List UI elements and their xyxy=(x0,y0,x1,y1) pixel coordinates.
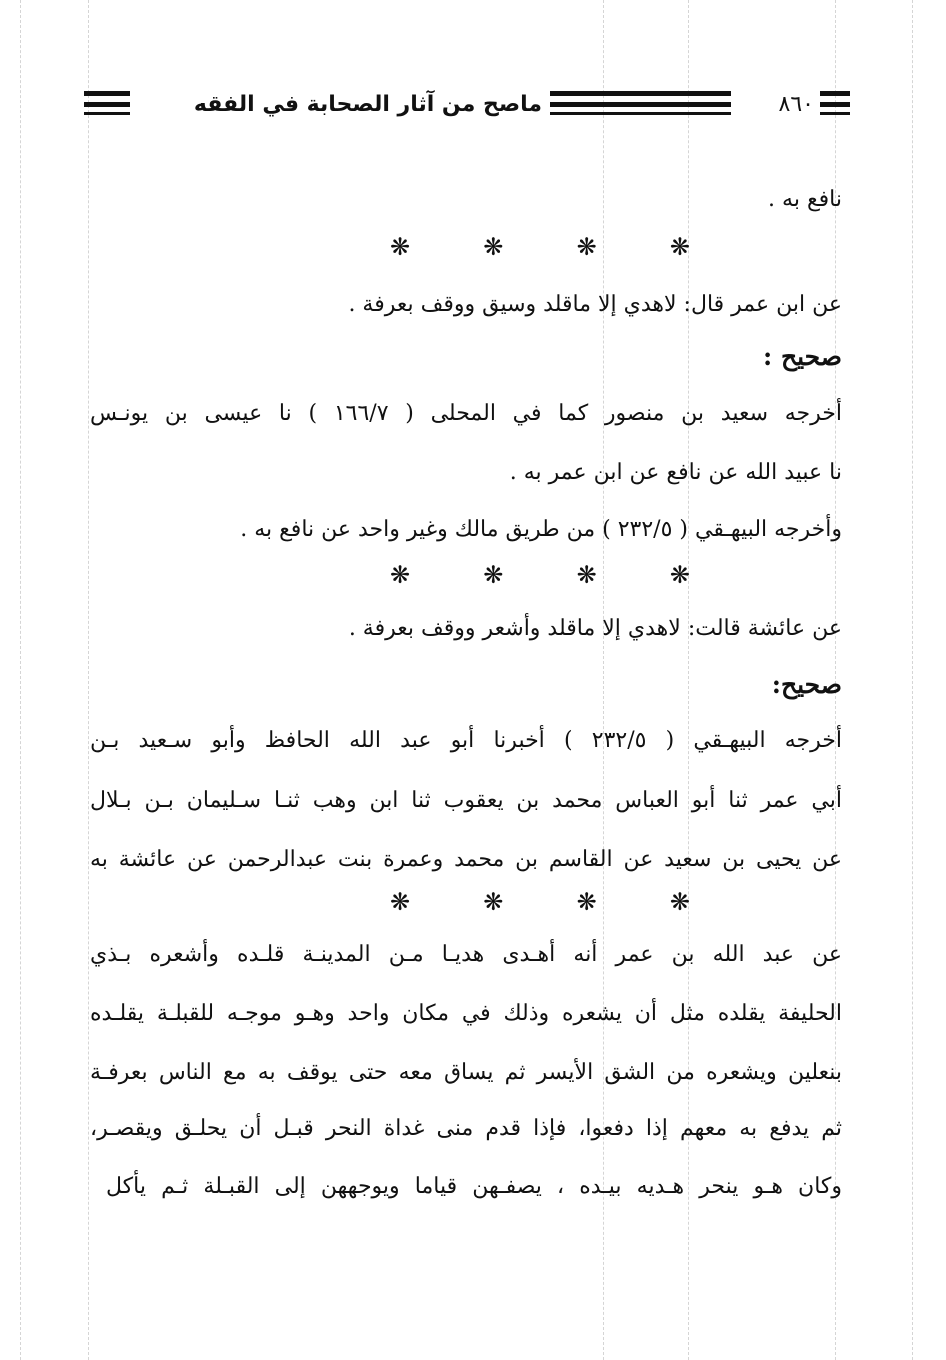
text-line: عن عبد الله بن عمر أنه أهـدى هديـا مـن المدينـة قلـده وأشعره بـذي xyxy=(90,942,842,967)
page-number: ٨٦٠ xyxy=(773,80,820,130)
text-line: نافع به . xyxy=(768,187,842,212)
body-text xyxy=(90,0,842,1360)
grade-heading: صحيح : xyxy=(763,342,842,371)
text-line: أبي عمر ثنا أبو العباس محمد بن يعقوب ثنا ابن وهب ثنـا سـليمان بـن بـلال xyxy=(90,788,842,813)
text-line: وكان هـو ينحر هـديه بيـده ، يصفـهن قياما ويوجههن إلى القبـلة ثـم يأكل xyxy=(106,1174,842,1199)
star-ornament-icon: ❋ xyxy=(483,561,504,589)
grade-heading: صحيح: xyxy=(771,670,842,699)
star-ornament-icon: ❋ xyxy=(576,233,597,261)
text-line: عن يحيى بن سعيد عن القاسم بن محمد وعمرة بنت عبدالرحمن عن عائشة به xyxy=(90,847,842,872)
section-separator xyxy=(390,882,690,922)
star-ornament-icon: ❋ xyxy=(390,233,411,261)
section-separator xyxy=(390,227,690,267)
narration-statement: عن ابن عمر قال: لاهدي إلا ماقلد وسيق ووقف بعرفة . xyxy=(348,292,842,317)
text-line: وأخرجه البيهـقي ( ٢٣٢/٥ ) من طريق مالك وغير واحد عن نافع به . xyxy=(240,517,842,542)
star-ornament-icon: ❋ xyxy=(669,888,690,916)
star-ornament-icon: ❋ xyxy=(669,233,690,261)
text-line: أخرجه سعيد بن منصور كما في المحلى ( ١٦٦/٧ ) نا عيسى بن يونـس xyxy=(90,401,842,426)
running-title: ماصح من آثار الصحابة في الفقه xyxy=(186,80,550,130)
text-line: أخرجه البيهـقي ( ٢٣٢/٥ ) أخبرنا أبو عبد الله الحافظ وأبو سـعيد بـن xyxy=(90,728,842,753)
text-line: الحليفة يقلده مثل أن يشعره وذلك في مكان واحد وهـو موجـه للقبلـة يقلـده xyxy=(90,1001,842,1026)
star-ornament-icon: ❋ xyxy=(483,233,504,261)
scan-guide-line xyxy=(20,0,21,1360)
narration-statement: عن عائشة قالت: لاهدي إلا ماقلد وأشعر ووقف بعرفة . xyxy=(348,616,842,641)
scan-guide-line xyxy=(912,0,913,1360)
star-ornament-icon: ❋ xyxy=(576,561,597,589)
star-ornament-icon: ❋ xyxy=(390,561,411,589)
star-ornament-icon: ❋ xyxy=(483,888,504,916)
text-line: بنعلين ويشعره من الشق الأيسر ثم يساق معه حتى يوقف به مع الناس بعرفـة xyxy=(90,1060,842,1085)
star-ornament-icon: ❋ xyxy=(390,888,411,916)
star-ornament-icon: ❋ xyxy=(576,888,597,916)
text-line: نا عبيد الله عن نافع عن ابن عمر به . xyxy=(509,460,842,485)
star-ornament-icon: ❋ xyxy=(669,561,690,589)
text-line: ثم يدفع به معهم إذا دفعوا، فإذا قدم منى غداة النحر قبـل أن يحلـق ويقصـر، xyxy=(90,1116,842,1141)
section-separator xyxy=(390,555,690,595)
scan-guide-line xyxy=(88,0,89,1360)
